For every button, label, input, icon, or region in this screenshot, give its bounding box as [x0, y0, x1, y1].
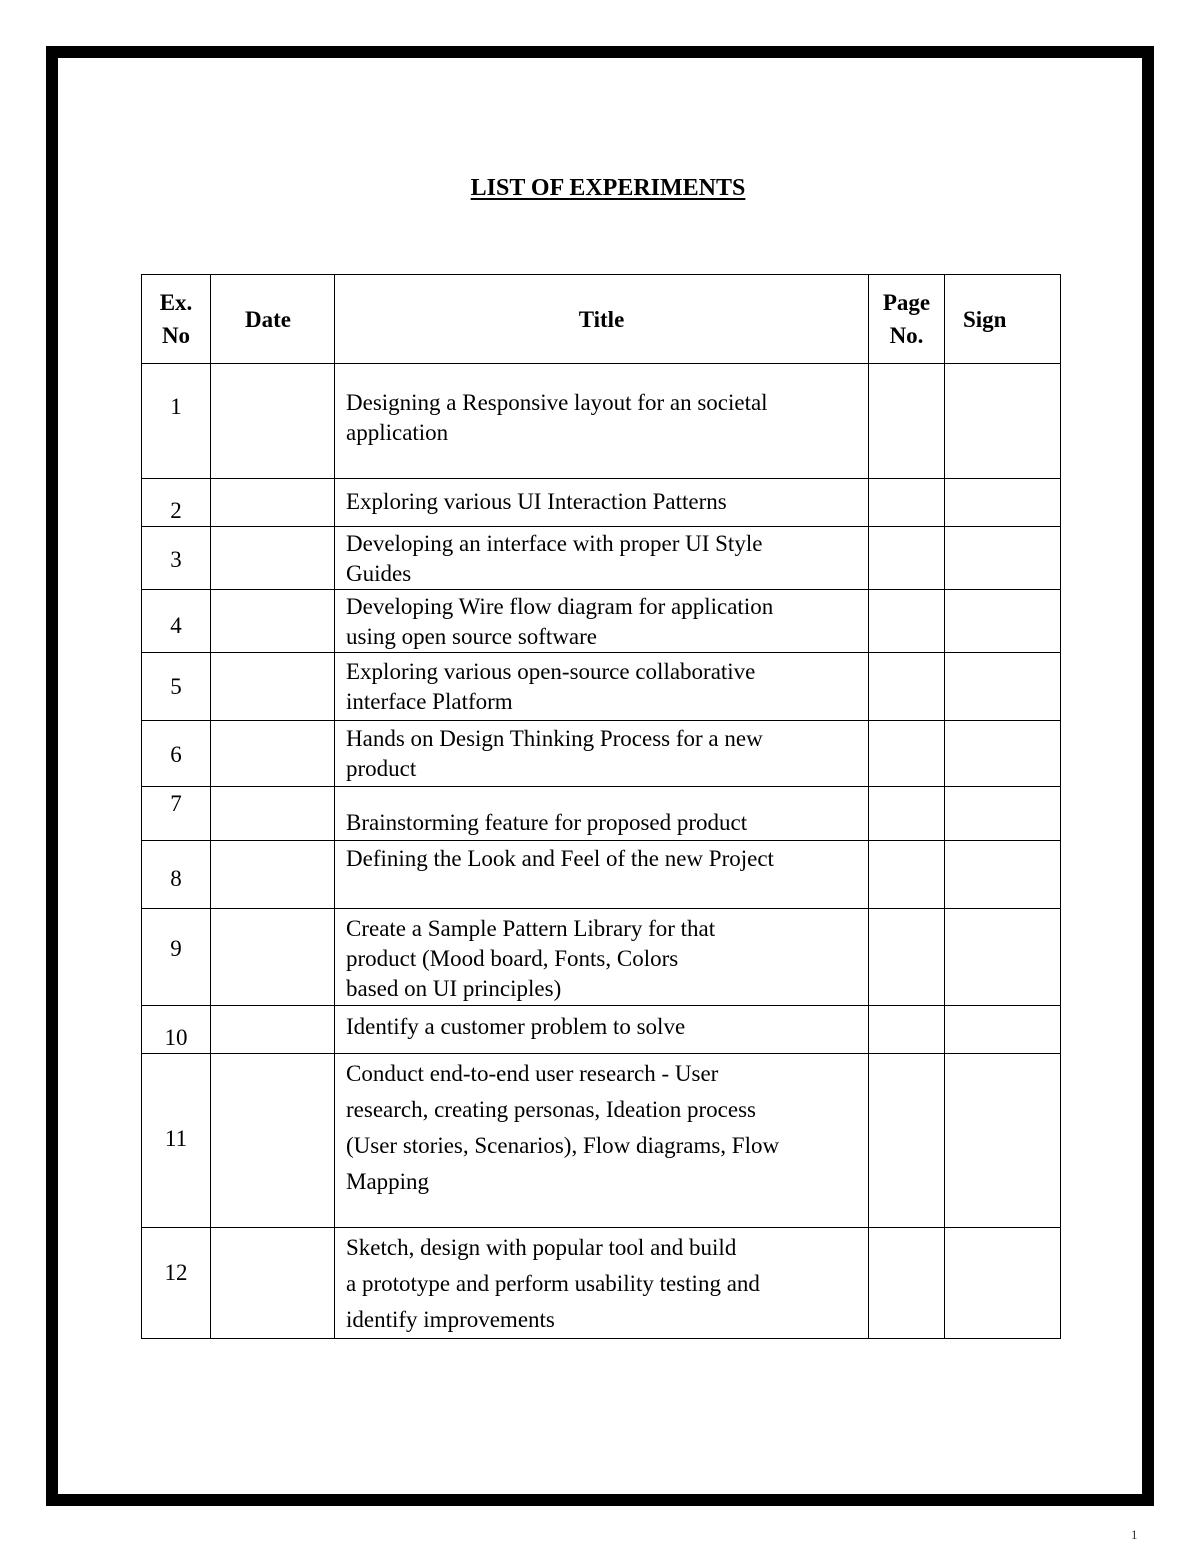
table-row [142, 787, 1061, 841]
header-title: Title [335, 275, 869, 364]
cell-ex-no: 1 [142, 364, 211, 479]
title-line: Defining the Look and Feel of the new Project [346, 846, 774, 871]
cell-title [335, 1054, 869, 1228]
cell-date[interactable] [211, 590, 335, 653]
page-title: LIST OF EXPERIMENTS [470, 175, 746, 201]
title-line: Identify a customer problem to solve [346, 1014, 686, 1039]
cell-page-no[interactable] [869, 479, 945, 527]
header-sign: Sign [945, 275, 1061, 364]
table-row [142, 653, 1061, 721]
title-line: Brainstorming feature for proposed product [346, 810, 748, 835]
cell-date[interactable] [211, 841, 335, 909]
cell-ex-no: 3 [142, 527, 211, 590]
title-line: product (Mood board, Fonts, Colors [346, 946, 679, 971]
cell-ex-no: 2 [142, 479, 211, 527]
cell-title [335, 909, 869, 1006]
cell-sign[interactable] [945, 1228, 1061, 1339]
cell-page-no[interactable] [869, 841, 945, 909]
cell-title [335, 590, 869, 653]
header-date: Date [211, 275, 335, 364]
title-line: application [346, 420, 449, 445]
cell-title [335, 1006, 869, 1054]
cell-page-no[interactable] [869, 909, 945, 1006]
cell-page-no[interactable] [869, 364, 945, 479]
title-line: based on UI principles) [346, 976, 562, 1001]
title-line: Exploring various open-source collaborative [346, 659, 756, 684]
table-row [142, 1006, 1061, 1054]
cell-title [335, 787, 869, 841]
cell-ex-no: 12 [142, 1228, 211, 1339]
table-row [142, 364, 1061, 479]
cell-sign[interactable] [945, 1006, 1061, 1054]
cell-date[interactable] [211, 479, 335, 527]
title-line: research, creating personas, Ideation process [346, 1097, 756, 1122]
cell-date[interactable] [211, 653, 335, 721]
cell-title [335, 653, 869, 721]
title-line: Developing an interface with proper UI Style [346, 531, 763, 556]
cell-sign[interactable] [945, 841, 1061, 909]
cell-sign[interactable] [945, 479, 1061, 527]
cell-sign[interactable] [945, 1054, 1061, 1228]
header-page-no: Page No. [869, 275, 945, 364]
cell-ex-no: 8 [142, 841, 211, 909]
cell-ex-no: 5 [142, 653, 211, 721]
cell-date[interactable] [211, 787, 335, 841]
cell-title [335, 721, 869, 787]
table-body [142, 364, 1061, 1339]
cell-ex-no: 7 [142, 787, 211, 841]
cell-title [335, 527, 869, 590]
cell-sign[interactable] [945, 787, 1061, 841]
cell-ex-no: 9 [142, 909, 211, 1006]
cell-date[interactable] [211, 1228, 335, 1339]
table-row [142, 590, 1061, 653]
cell-title [335, 841, 869, 909]
cell-page-no[interactable] [869, 527, 945, 590]
cell-date[interactable] [211, 364, 335, 479]
cell-ex-no: 11 [142, 1054, 211, 1228]
title-line: (User stories, Scenarios), Flow diagrams, Flow [346, 1133, 780, 1158]
cell-ex-no: 10 [142, 1006, 211, 1054]
cell-sign[interactable] [945, 364, 1061, 479]
cell-date[interactable] [211, 1054, 335, 1228]
title-line: Create a Sample Pattern Library for that [346, 916, 716, 941]
title-line: Conduct end-to-end user research - User [346, 1061, 719, 1086]
title-line: product [346, 756, 417, 781]
cell-title [335, 1228, 869, 1339]
table-row [142, 527, 1061, 590]
cell-sign[interactable] [945, 590, 1061, 653]
cell-page-no[interactable] [869, 787, 945, 841]
cell-ex-no: 4 [142, 590, 211, 653]
page-number: 1 [1131, 1527, 1138, 1542]
cell-page-no[interactable] [869, 653, 945, 721]
table-row [142, 479, 1061, 527]
cell-title [335, 479, 869, 527]
table-row [142, 909, 1061, 1006]
title-line: Designing a Responsive layout for an societal [346, 390, 768, 415]
cell-sign[interactable] [945, 721, 1061, 787]
title-line: Developing Wire flow diagram for application [346, 594, 774, 619]
table-header-row [142, 275, 1061, 364]
cell-page-no[interactable] [869, 590, 945, 653]
cell-ex-no: 6 [142, 721, 211, 787]
cell-sign[interactable] [945, 527, 1061, 590]
table-row [142, 1054, 1061, 1228]
title-line: Guides [346, 561, 412, 586]
title-line: interface Platform [346, 689, 513, 714]
title-line: Sketch, design with popular tool and build [346, 1235, 737, 1260]
cell-date[interactable] [211, 527, 335, 590]
cell-page-no[interactable] [869, 1054, 945, 1228]
table-row [142, 841, 1061, 909]
title-line: using open source software [346, 624, 598, 649]
cell-date[interactable] [211, 1006, 335, 1054]
cell-page-no[interactable] [869, 1006, 945, 1054]
cell-sign[interactable] [945, 909, 1061, 1006]
table-row [142, 721, 1061, 787]
cell-sign[interactable] [945, 653, 1061, 721]
title-line: Exploring various UI Interaction Patterns [346, 489, 727, 514]
cell-title [335, 364, 869, 479]
cell-page-no[interactable] [869, 721, 945, 787]
cell-date[interactable] [211, 909, 335, 1006]
cell-page-no[interactable] [869, 1228, 945, 1339]
experiments-table [141, 274, 1061, 1339]
title-line: Mapping [346, 1169, 430, 1194]
title-line: Hands on Design Thinking Process for a new [346, 726, 763, 751]
title-line: identify improvements [346, 1307, 555, 1332]
cell-date[interactable] [211, 721, 335, 787]
table-row [142, 1228, 1061, 1339]
title-line: a prototype and perform usability testing and [346, 1271, 760, 1296]
header-ex-no: Ex. No [142, 275, 211, 364]
